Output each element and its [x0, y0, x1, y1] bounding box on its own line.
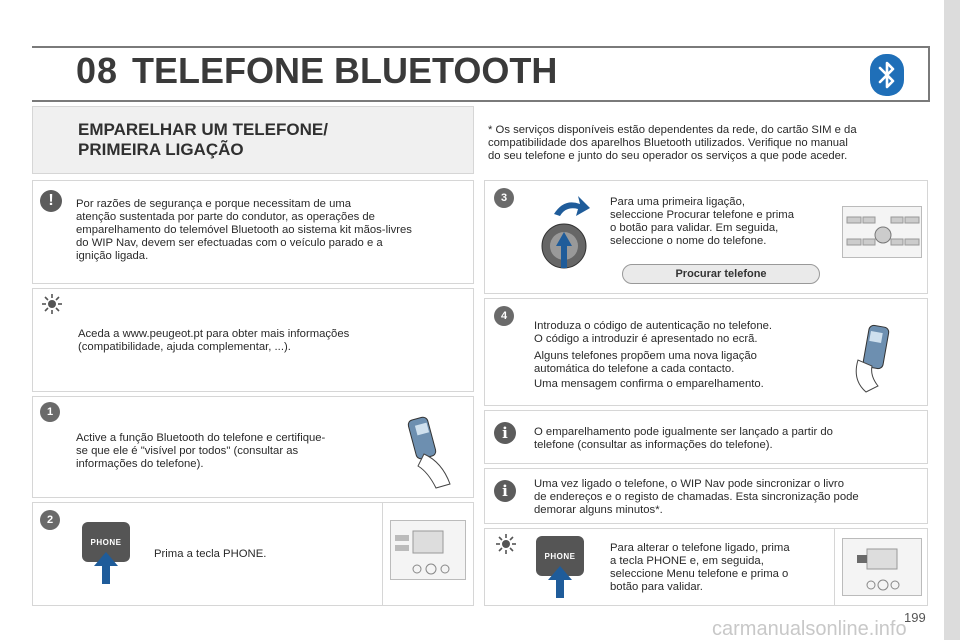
arrow-up-icon	[548, 566, 572, 603]
tip-text: Aceda a www.peugeot.pt para obter mais informações (compatibilidade, ajuda complementar, ...).	[78, 328, 350, 353]
step3-text: Para uma primeira ligação, seleccione Procurar telefone e prima o botão para validar. Em seguida, seleccione o nome do telefone.	[610, 196, 794, 247]
step2-text: Prima a tecla PHONE.	[154, 548, 267, 560]
nav-panel-image	[842, 206, 922, 258]
radio-panel-image	[842, 538, 922, 596]
mobile-phone-icon	[398, 410, 462, 490]
lightbulb-icon	[494, 532, 518, 556]
warning-text: Por razões de segurança e porque necessitam de uma atenção sustentada por parte do condutor, as operações de emparelhamento do telemóvel Bluetooth ao sistema kit mãos-livres do WIP Nav, devem ser efectuadas com o veículo parado e a ignição ligada.	[76, 198, 412, 262]
arrow-up-icon	[94, 552, 118, 589]
step4-text-c: Uma mensagem confirma o emparelhamento.	[534, 378, 764, 390]
step4-number: 4	[494, 306, 514, 326]
section-title: EMPARELHAR UM TELEFONE/ PRIMEIRA LIGAÇÃO	[78, 120, 328, 159]
footnote-text: * Os serviços disponíveis estão dependentes da rede, do cartão SIM e da compatibilidade dos aparelhos Bluetooth utilizados. Verifique no manual do seu telefone e junto do seu operador os serviços a que pode aceder.	[488, 124, 857, 162]
info1-text: O emparelhamento pode igualmente ser lançado a partir do telefone (consultar as informações do telefone).	[534, 426, 833, 451]
warning-icon: !	[40, 190, 62, 212]
page-number: 199	[904, 610, 926, 625]
chapter-header	[32, 46, 930, 102]
step1-text: Active a função Bluetooth do telefone e certifique- se que ele é "visível por todos" (consultar as informações do telefone).	[76, 432, 326, 470]
radio-panel-image	[390, 520, 466, 580]
bluetooth-icon	[870, 54, 904, 96]
step4-text-a: Introduza o código de autenticação no telefone. O código a introduzir é apresentado no ecrã.	[534, 320, 773, 345]
step1-number: 1	[40, 402, 60, 422]
rotary-knob-icon	[530, 194, 600, 276]
info-icon: i	[494, 480, 516, 502]
mobile-phone-icon	[848, 320, 912, 400]
page-edge-strip	[944, 0, 960, 640]
step4-text-b: Alguns telefones propõem uma nova ligação automática do telefone a cada contacto.	[534, 350, 757, 375]
lightbulb-icon	[40, 292, 64, 316]
phone-key-button: PHONE	[82, 522, 130, 562]
step2-number: 2	[40, 510, 60, 530]
page-title: TELEFONE BLUETOOTH	[132, 50, 558, 91]
info-icon: i	[494, 422, 516, 444]
search-phone-button: Procurar telefone	[622, 264, 820, 284]
step3-number: 3	[494, 188, 514, 208]
watermark: carmanualsonline.info	[712, 618, 907, 640]
chapter-number: 08	[76, 50, 119, 91]
info2-text: Uma vez ligado o telefone, o WIP Nav pode sincronizar o livro de endereços e o registo de chamadas. Esta sincronização pode demorar alguns minutos*.	[534, 478, 859, 516]
phone-key-button: PHONE	[536, 536, 584, 576]
tip2-text: Para alterar o telefone ligado, prima a tecla PHONE e, em seguida, seleccione Menu telefone e prima o botão para validar.	[610, 542, 790, 593]
